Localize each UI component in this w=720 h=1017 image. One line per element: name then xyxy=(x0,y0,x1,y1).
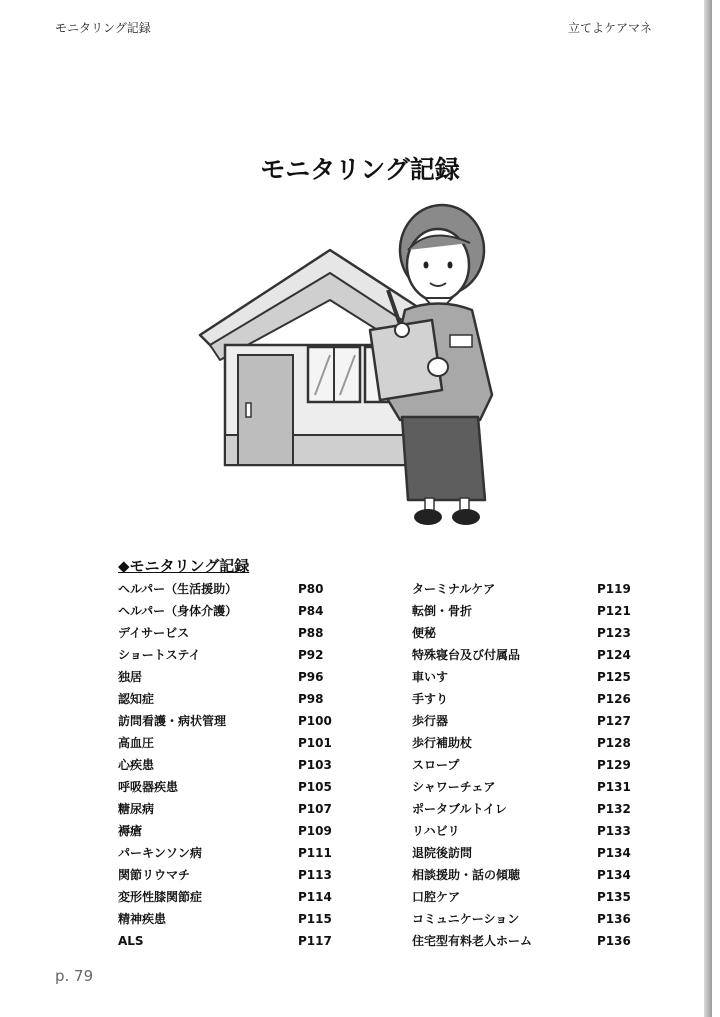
toc-entry-label: 呼吸器疾患 xyxy=(118,780,179,794)
toc-entry-page: P121 xyxy=(597,604,631,618)
section-heading: ◆モニタリング記録 xyxy=(118,557,250,575)
page-title: モニタリング記録 xyxy=(260,155,460,184)
toc-entry-label: 退院後訪問 xyxy=(412,846,473,860)
toc-entry-page: P134 xyxy=(597,868,631,882)
page-edge-shadow xyxy=(704,0,712,1017)
page-number: p. 79 xyxy=(55,967,94,985)
toc-entry-label: 転倒・骨折 xyxy=(412,604,473,618)
toc-entry-page: P88 xyxy=(298,626,324,640)
toc-entry-label: 特殊寝台及び付属品 xyxy=(412,648,521,662)
toc-entry-page: P115 xyxy=(298,912,332,926)
toc-entry-page: P109 xyxy=(298,824,332,838)
toc-entry-label: ポータブルトイレ xyxy=(412,802,507,816)
toc-entry-label: 車いす xyxy=(412,670,449,684)
toc-entry-label: パーキンソン病 xyxy=(118,846,202,860)
toc-entry-page: P126 xyxy=(597,692,631,706)
running-header-left: モニタリング記録 xyxy=(55,21,151,35)
toc-entry-label: 手すり xyxy=(412,692,449,706)
toc-entry-page: P133 xyxy=(597,824,631,838)
toc-entry-page: P125 xyxy=(597,670,631,684)
toc-entry-page: P107 xyxy=(298,802,332,816)
toc-entry-page: P113 xyxy=(298,868,332,882)
toc-entry-page: P136 xyxy=(597,912,631,926)
toc-entry-label: 糖尿病 xyxy=(118,802,155,816)
toc-entry-label: ヘルパー（生活援助） xyxy=(118,582,238,596)
toc-entry-page: P129 xyxy=(597,758,631,772)
toc-entry-label: ALS xyxy=(118,934,144,948)
toc-entry-page: P105 xyxy=(298,780,332,794)
toc-entry-label: 訪問看護・病状管理 xyxy=(118,714,227,728)
toc-entry-page: P132 xyxy=(597,802,631,816)
toc-entry-label: 相談援助・話の傾聴 xyxy=(412,868,521,882)
toc-entry-label: 便秘 xyxy=(412,626,437,640)
toc-entry-label: 心疾患 xyxy=(118,758,155,772)
toc-entry-label: 褥瘡 xyxy=(118,824,143,838)
toc-entry-page: P84 xyxy=(298,604,324,618)
toc-entry-page: P103 xyxy=(298,758,332,772)
toc-entry-label: 認知症 xyxy=(118,692,155,706)
care-manager-woman-icon xyxy=(370,205,492,525)
toc-entry-page: P131 xyxy=(597,780,631,794)
toc-entry-page: P135 xyxy=(597,890,631,904)
toc-entry-label: ターミナルケア xyxy=(412,582,496,596)
toc-entry-label: シャワーチェア xyxy=(412,780,496,794)
toc-entry-page: P128 xyxy=(597,736,631,750)
toc-entry-page: P117 xyxy=(298,934,332,948)
toc-entry-page: P119 xyxy=(597,582,631,596)
toc-entry-page: P136 xyxy=(597,934,631,948)
running-header-right: 立てよケアマネ xyxy=(567,21,652,35)
toc-entry-page: P100 xyxy=(298,714,332,728)
care-manager-visiting-house-illustration xyxy=(180,195,520,540)
toc-entry-page: P111 xyxy=(298,846,332,860)
toc-entry-label: 関節リウマチ xyxy=(118,868,191,882)
toc-entry-page: P96 xyxy=(298,670,324,684)
toc-entry-label: スロープ xyxy=(412,758,460,772)
toc-entry-label: 歩行器 xyxy=(412,714,449,728)
toc-entry-label: リハビリ xyxy=(412,824,460,838)
toc-entry-label: 歩行補助杖 xyxy=(412,736,473,750)
toc-entry-page: P101 xyxy=(298,736,332,750)
toc-entry-label: 変形性膝関節症 xyxy=(118,890,203,904)
toc-entry-page: P123 xyxy=(597,626,631,640)
toc-entry-label: コミュニケーション xyxy=(412,912,520,926)
toc-entry-page: P92 xyxy=(298,648,324,662)
toc-entry-label: 独居 xyxy=(118,670,143,684)
toc-entry-page: P134 xyxy=(597,846,631,860)
toc-entry-page: P114 xyxy=(298,890,332,904)
toc-entry-page: P127 xyxy=(597,714,631,728)
toc-entry-label: ショートステイ xyxy=(118,648,201,662)
toc-entry-label: 精神疾患 xyxy=(118,912,167,926)
toc-entry-label: 高血圧 xyxy=(118,736,155,750)
toc-entry-page: P98 xyxy=(298,692,324,706)
toc-entry-label: デイサービス xyxy=(118,626,190,640)
toc-entry-page: P80 xyxy=(298,582,324,596)
toc-entry-label: ヘルパー（身体介護） xyxy=(118,604,238,618)
toc-entry-label: 住宅型有料老人ホーム xyxy=(412,934,533,948)
toc-entry-label: 口腔ケア xyxy=(412,890,461,904)
toc-entry-page: P124 xyxy=(597,648,631,662)
